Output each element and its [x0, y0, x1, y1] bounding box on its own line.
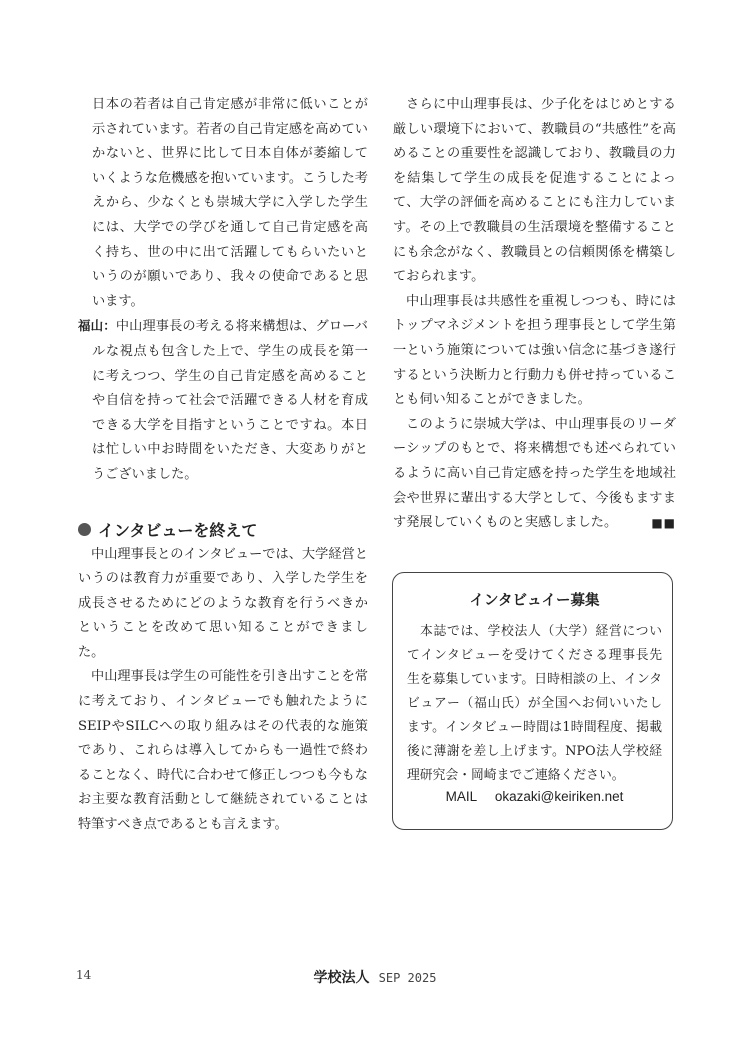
- page-footer: [0, 968, 750, 988]
- circle-bullet-icon: [78, 523, 91, 536]
- after-interview-paragraph-2: 中山理事長は学生の可能性を引き出すことを常に考えており、インタビューでも触れたようにSEIPやSILCへの取り組みはその代表的な施策であり、これらは導入してからも一過性で終わることなく、時代に合わせて修正しつつも今もなお主要な教育活動として継続されていることは特筆すべき点であるとも言えます。: [78, 669, 368, 833]
- right-paragraph-3: [393, 413, 676, 536]
- fukuyama-remark: [78, 314, 368, 487]
- recruitment-body: 本誌では、学校法人（大学）経営についてインタビューを受けてくださる理事長先生を募集しています。日時相談の上、インタビュアー（福山氏）が全国へお伺いいたします。インタビュー時間は1時間程度、掲載後に薄謝を差し上げます。NPO法人学校経理研究会・岡崎までご連絡ください。: [407, 624, 662, 783]
- section-heading-text: インタビューを終えて: [98, 520, 258, 540]
- journal-name: 学校法人: [313, 970, 370, 986]
- issue-date: SEP 2025: [378, 971, 437, 985]
- right-paragraph-2: 中山理事長は共感性を重視しつつも、時にはトップマネジメントを担う理事長として学生第一という施策については強い信念に基づき遂行するという決断力と行動力も併せ持っていることも伺い知ることができました。: [393, 293, 676, 408]
- journal-masthead: [0, 967, 750, 987]
- mail-contact: [407, 789, 662, 804]
- opening-paragraph: 日本の若者は自己肯定感が非常に低いことが示されています。若者の自己肯定感を高めていかないと、世界に比して日本自体が萎縮していくような危機感を抱いています。こうした考えから、少なくとも崇城大学に入学した学生には、大学での学びを通して自己肯定感を高く持ち、世の中に出て活躍してもらいたいというのが願いであり、我々の使命であると思います。: [92, 97, 368, 309]
- speaker-label-fukuyama: 福山：: [78, 318, 116, 334]
- right-paragraph-3-text: このように崇城大学は、中山理事長のリーダーシップのもとで、将来構想でも述べられているように高い自己肯定感を持った学生を地域社会や世界に輩出する大学として、今後もますます発展していくものと実感しました。: [393, 416, 676, 531]
- right-paragraph-1: さらに中山理事長は、少子化をはじめとする厳しい環境下において、教職員の“共感性”を高めることの重要性を認識しており、教職員の力を結集して学生の成長を促進することによって、大学の評価を高めることにも注力しています。その上で教職員の生活環境を整備することにも余念がなく、教職員との信頼関係を構築しておられます。: [393, 97, 676, 285]
- interviewee-recruitment-box: [392, 572, 673, 830]
- mail-label: MAIL: [445, 789, 478, 804]
- page-number: 14: [76, 968, 92, 982]
- after-interview-paragraph-1: 中山理事長とのインタビューでは、大学経営というのは教育力が重要であり、入学した学生を成長させるためにどのような教育を行うべきかということを改めて思い知ることができました。: [78, 546, 368, 660]
- left-column: [78, 93, 368, 838]
- recruitment-title: インタビュイー募集: [469, 593, 600, 609]
- end-mark: ■■: [651, 516, 676, 531]
- mail-address-link[interactable]: okazaki@keiriken.net: [494, 789, 624, 804]
- fukuyama-remark-text: 中山理事長の考える将来構想は、グローバルな視点も包含した上で、学生の成長を第一に考えつつ、学生の自己肯定感を高めることや自信を持って社会で活躍できる人材を育成できる大学を目指すということですね。本日は忙しい中お時間をいただき、大変ありがとうございました。: [92, 319, 368, 482]
- right-column: [393, 93, 676, 536]
- section-heading: [78, 518, 368, 541]
